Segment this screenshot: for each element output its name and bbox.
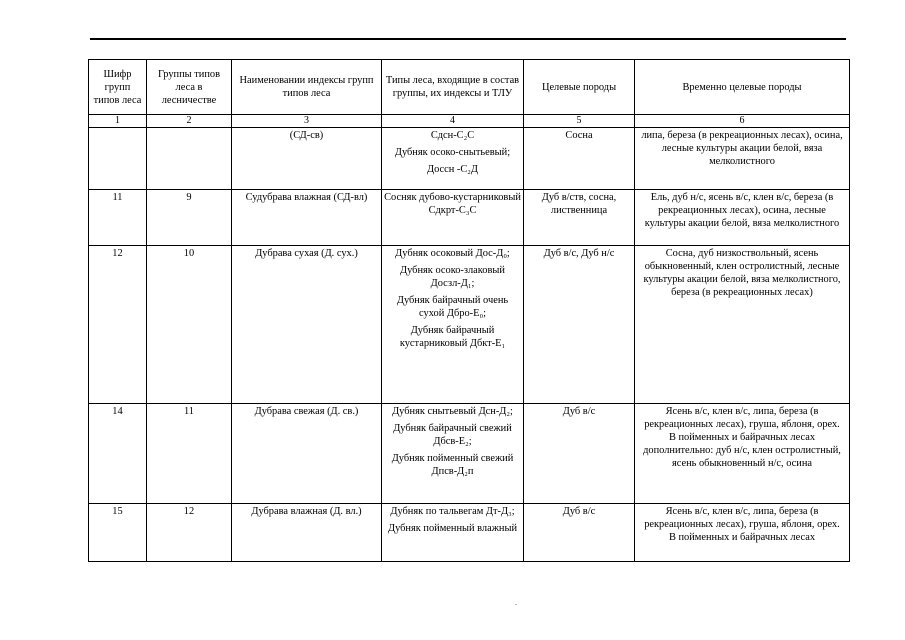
col-header-name: Наименовании индексы групп типов леса	[232, 60, 382, 115]
cell-code: 14	[89, 404, 147, 504]
header-row	[89, 60, 850, 115]
table-row	[89, 246, 850, 404]
cell-target-species: Сосна	[524, 128, 635, 190]
temporary-species-text: липа, береза (в рекреационных лесах), осина, лесные культуры акации белой, вяза мелколистного	[641, 130, 843, 167]
cell-name: Судубрава влажная (СД-вл)	[232, 190, 382, 246]
cell-code: 11	[89, 190, 147, 246]
forest-type-entry: Сдсн-С₂С	[430, 130, 475, 141]
table-body	[89, 128, 850, 562]
temporary-species-text: Ясень в/с, клен в/с, липа, береза (в рекреационных лесах), груша, яблоня, орех.	[644, 506, 840, 530]
cell-target-species: Дуб в/с	[524, 404, 635, 504]
col-number: 2	[147, 115, 232, 128]
cell-temporary-species	[635, 404, 850, 504]
table-row	[89, 190, 850, 246]
forest-type-entry: Дубняк осоковый Дос-Д₀;	[395, 248, 510, 259]
cell-types	[382, 404, 524, 504]
temporary-species-text: Ель, дуб н/с, ясень в/с, клен в/с, береза (в рекреационных лесах), осина, лесные культуры акации белой, вяза мелколистного	[644, 192, 840, 229]
forest-type-entry: Сосняк дубово-кустарниковый Сдкрт-С₃С	[384, 192, 521, 216]
cell-target-species: Дуб в/с	[524, 504, 635, 562]
forest-type-entry: Дубняк байрачный свежий Дбсв-Е₂;	[393, 423, 512, 447]
cell-group	[147, 128, 232, 190]
forest-type-entry: Доссн -С₂Д	[426, 164, 479, 175]
cell-temporary-species	[635, 504, 850, 562]
cell-code: 12	[89, 246, 147, 404]
forest-type-entry: Дубняк по тальвегам Дт-Д₃;	[390, 506, 515, 517]
col-number: 3	[232, 115, 382, 128]
cell-group: 10	[147, 246, 232, 404]
table-row	[89, 128, 850, 190]
col-number: 6	[635, 115, 850, 128]
scan-speck	[515, 604, 517, 605]
forest-type-entry: Дубняк пойменный влажный	[387, 523, 518, 534]
cell-target-species: Дуб в/с, Дуб н/с	[524, 246, 635, 404]
forest-type-entry: Дубняк пойменный свежий Дпсв-Д₂п	[391, 453, 514, 477]
cell-group: 9	[147, 190, 232, 246]
cell-types	[382, 128, 524, 190]
cell-code	[89, 128, 147, 190]
cell-types	[382, 504, 524, 562]
cell-group: 11	[147, 404, 232, 504]
cell-group: 12	[147, 504, 232, 562]
cell-types	[382, 190, 524, 246]
forest-types-table	[88, 59, 850, 562]
cell-code: 15	[89, 504, 147, 562]
forest-type-entry: Дубняк байрачный кустарниковый Дбкт-Е₁	[399, 325, 506, 349]
forest-type-entry: Дубняк осоко-снытьевый;	[394, 147, 511, 158]
cell-name: Дубрава сухая (Д. сух.)	[232, 246, 382, 404]
column-number-row	[89, 115, 850, 128]
cell-temporary-species	[635, 190, 850, 246]
forest-type-entry: Дубняк снытьевый Дсн-Д₂;	[392, 406, 513, 417]
cell-temporary-species	[635, 128, 850, 190]
cell-name: Дубрава свежая (Д. св.)	[232, 404, 382, 504]
col-header-temp: Временно целевые породы	[635, 60, 850, 115]
cell-name: (СД-св)	[232, 128, 382, 190]
top-rule	[90, 38, 846, 40]
table-row	[89, 404, 850, 504]
forest-type-entry: Дубняк байрачный очень сухой Дбро-Е₀;	[396, 295, 509, 319]
table-row	[89, 504, 850, 562]
col-header-group: Группы типов леса в лесничестве	[147, 60, 232, 115]
col-header-types: Типы леса, входящие в состав группы, их индексы и ТЛУ	[382, 60, 524, 115]
col-header-target: Целевые породы	[524, 60, 635, 115]
cell-temporary-species	[635, 246, 850, 404]
temporary-species-text: Сосна, дуб низкоствольный, ясень обыкновенный, клен остролистный, лесные культуры акации белой, вяза мелколистного, береза (в рекреационных лесах)	[643, 248, 841, 298]
temporary-species-text: В пойменных и байрачных лесах	[668, 532, 816, 543]
col-number: 1	[89, 115, 147, 128]
cell-target-species: Дуб в/ств, сосна, лиственница	[524, 190, 635, 246]
forest-type-entry: Дубняк осоко-злаковый Досзл-Д₁;	[400, 265, 505, 289]
col-number: 5	[524, 115, 635, 128]
col-number: 4	[382, 115, 524, 128]
temporary-species-text: В пойменных и байрачных лесах дополнительно: дуб н/с, клен остролистный, ясень обыкновенный н/с, осина	[643, 432, 841, 469]
cell-name: Дубрава влажная (Д. вл.)	[232, 504, 382, 562]
temporary-species-text: Ясень в/с, клен в/с, липа, береза (в рекреационных лесах), груша, яблоня, орех.	[644, 406, 840, 430]
col-header-code: Шифр групп типов леса	[89, 60, 147, 115]
cell-types	[382, 246, 524, 404]
